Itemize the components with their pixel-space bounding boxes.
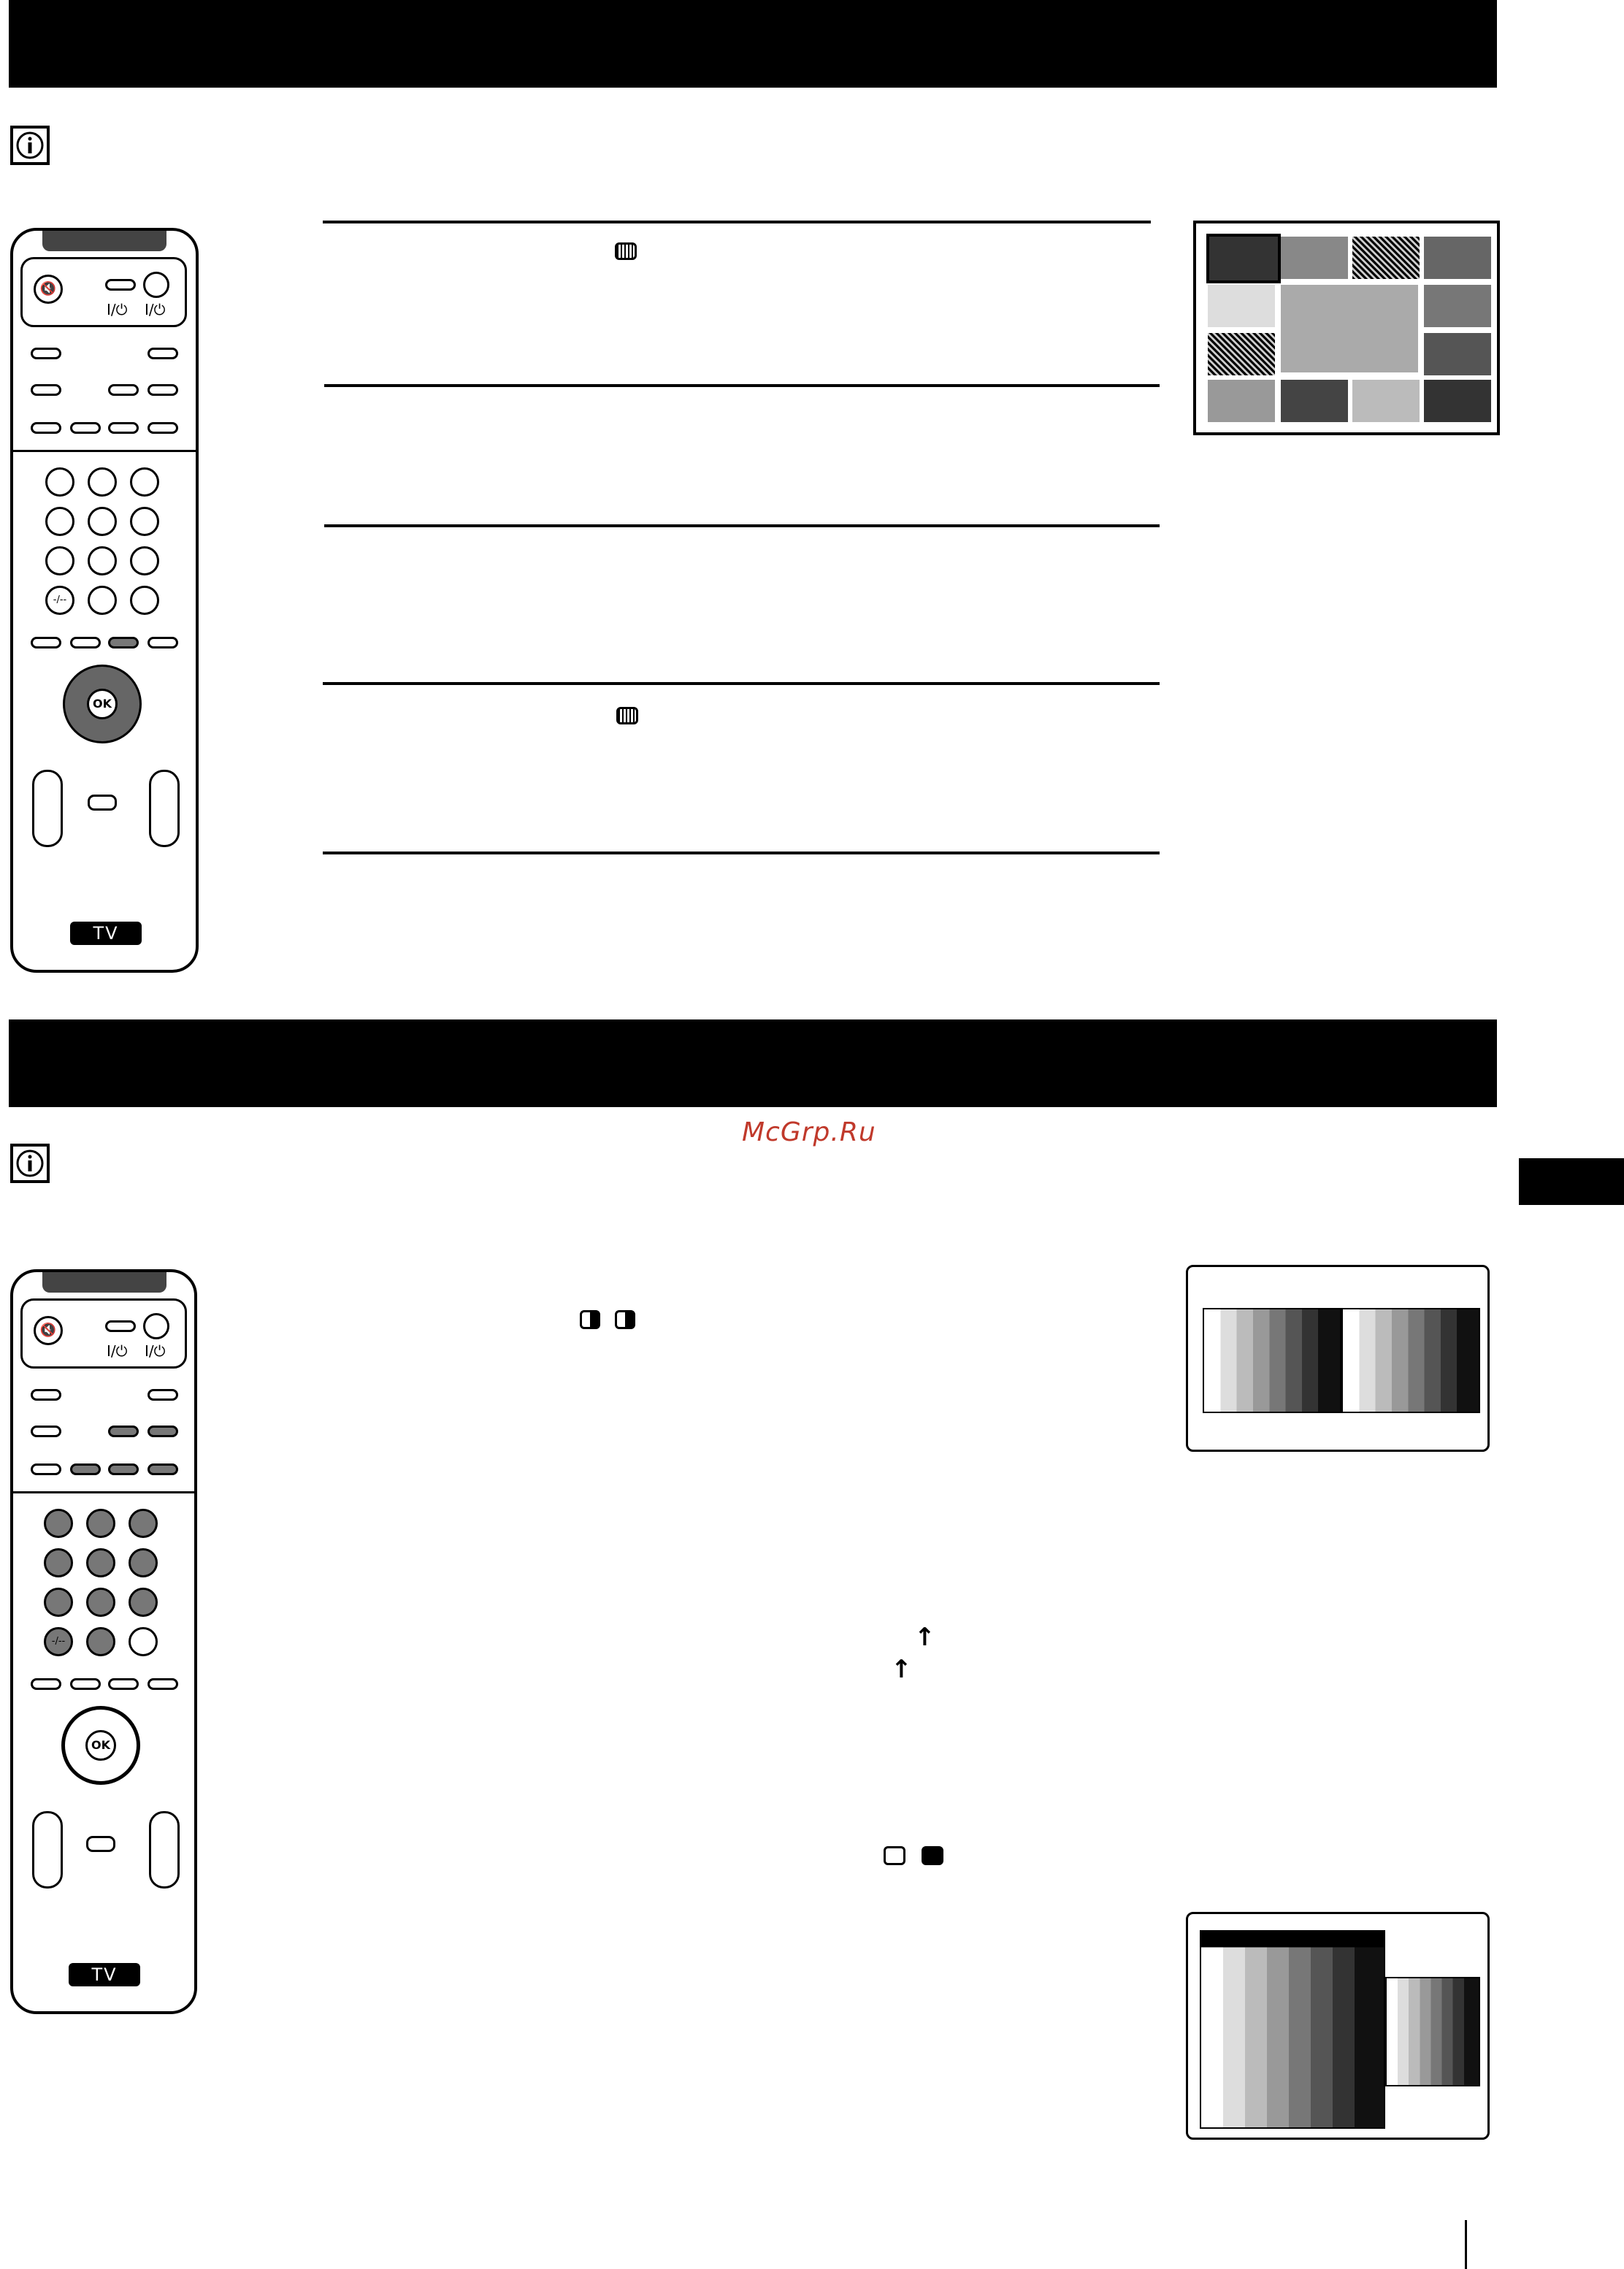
power-button[interactable] [143,272,169,298]
page-edge-tab [1519,1158,1624,1205]
function-button[interactable] [31,1389,61,1401]
digit-button-2[interactable] [88,467,117,497]
divider-line [323,852,1160,854]
picture-thumbnail [1281,380,1348,422]
digit-entry-button[interactable]: -/-- [44,1627,73,1656]
function-button[interactable] [148,384,178,396]
digit-button-1[interactable] [45,467,74,497]
sound-button[interactable] [31,637,61,648]
volume-rocker[interactable] [32,1811,63,1889]
function-button[interactable] [31,422,61,434]
digit-button-5[interactable] [86,1548,115,1577]
function-button[interactable] [31,348,61,359]
divider-line [324,384,1160,387]
pip-illustration [1186,1912,1490,2140]
divider [13,1491,196,1493]
picture-thumbnail [1208,380,1275,422]
function-button[interactable] [70,422,101,434]
picture-thumbnail [1281,285,1418,372]
power-label: I/⏻ [145,1342,166,1360]
digit-button-8[interactable] [86,1588,115,1617]
digit-button-2[interactable] [86,1509,115,1538]
power-label: I/⏻ [145,301,166,318]
section-header-bar-2 [9,1019,1497,1107]
function-button[interactable] [108,1463,139,1475]
swap-icon[interactable] [129,1627,158,1656]
function-button[interactable] [148,1426,178,1437]
picture-thumbnail [1424,333,1491,375]
digit-button-3[interactable] [130,467,159,497]
digit-button-6[interactable] [130,507,159,536]
watermark: McGrp.Ru [742,1117,876,1147]
tv-button[interactable] [86,1836,115,1852]
up-arrow-icon: ↑ [891,1655,912,1684]
function-button[interactable] [148,1463,178,1475]
remote-ir-window [42,1272,166,1293]
function-button[interactable] [31,1463,61,1475]
standby-button[interactable] [105,1320,136,1332]
picture-thumbnail [1281,237,1348,279]
swap-icon[interactable] [130,586,159,615]
remote-ir-window [42,231,166,251]
digit-entry-button[interactable]: -/-- [45,586,74,615]
program-rocker[interactable] [149,1811,180,1889]
navigation-joystick[interactable] [61,1706,140,1785]
test-pattern [1200,1930,1385,2129]
digit-button-7[interactable] [44,1588,73,1617]
picture-button[interactable] [70,637,101,648]
remote-control-1 [10,228,199,973]
divider [13,450,196,452]
standby-button[interactable] [105,279,136,291]
digit-button-8[interactable] [88,546,117,575]
menu-button[interactable] [108,1678,139,1690]
tv-badge: TV [70,922,142,945]
ok-button[interactable]: OK [87,689,118,719]
picture-thumbnail [1352,380,1420,422]
multi-picture-screen [1193,221,1500,435]
picture-thumbnail [1206,234,1281,283]
mute-icon[interactable]: 🔇 [34,1316,63,1345]
digit-button-5[interactable] [88,507,117,536]
digit-button-0[interactable] [86,1627,115,1656]
page-corner-rule [1465,2220,1467,2269]
volume-rocker[interactable] [32,770,63,847]
pip-subpicture [1385,1977,1480,2086]
standby-label: I/⏻ [107,1342,128,1360]
teletext-icon [616,707,638,724]
section-header-bar-1 [9,0,1497,88]
divider-line [323,682,1160,685]
standby-label: I/⏻ [107,301,128,318]
function-button[interactable] [148,1389,178,1401]
function-button[interactable] [31,1426,61,1437]
divider-line [324,524,1160,527]
position-button[interactable] [148,1678,178,1690]
digit-button-3[interactable] [129,1509,158,1538]
divider-line [323,221,1151,223]
split-screen-icon [615,1310,635,1329]
info-icon [10,1144,50,1183]
tv-badge: TV [69,1963,140,1986]
power-button[interactable] [143,1313,169,1339]
digit-button-1[interactable] [44,1509,73,1538]
program-rocker[interactable] [149,770,180,847]
split-screen-illustration [1186,1265,1490,1452]
function-button[interactable] [108,1426,139,1437]
digit-button-9[interactable] [130,546,159,575]
digit-button-4[interactable] [44,1548,73,1577]
picture-thumbnail [1424,285,1491,327]
tv-button[interactable] [88,795,117,811]
function-button[interactable] [108,384,139,396]
navigation-joystick[interactable] [63,665,142,743]
digit-button-4[interactable] [45,507,74,536]
pip-icon [580,1310,600,1329]
test-pattern [1203,1308,1341,1413]
digit-button-7[interactable] [45,546,74,575]
info-icon [10,126,50,165]
picture-thumbnail [1424,237,1491,279]
picture-thumbnail [1208,285,1275,327]
function-button[interactable] [148,422,178,434]
ok-button[interactable]: OK [85,1730,116,1761]
digit-button-0[interactable] [88,586,117,615]
mute-icon[interactable]: 🔇 [34,275,63,304]
function-button[interactable] [148,348,178,359]
digit-button-6[interactable] [129,1548,158,1577]
position-button[interactable] [148,637,178,648]
function-button[interactable] [31,384,61,396]
menu-button[interactable] [108,637,139,648]
function-button[interactable] [70,1463,101,1475]
digit-button-9[interactable] [129,1588,158,1617]
function-button[interactable] [108,422,139,434]
picture-button[interactable] [70,1678,101,1690]
picture-thumbnail [1208,333,1275,375]
pip-position-icon [922,1846,943,1865]
pip-swap-icon [884,1846,905,1865]
picture-thumbnail [1352,237,1420,279]
teletext-icon [615,242,637,260]
sound-button[interactable] [31,1678,61,1690]
test-pattern [1341,1308,1480,1413]
remote-control-2 [10,1269,197,2014]
picture-thumbnail [1424,380,1491,422]
up-arrow-icon: ↑ [914,1623,935,1652]
